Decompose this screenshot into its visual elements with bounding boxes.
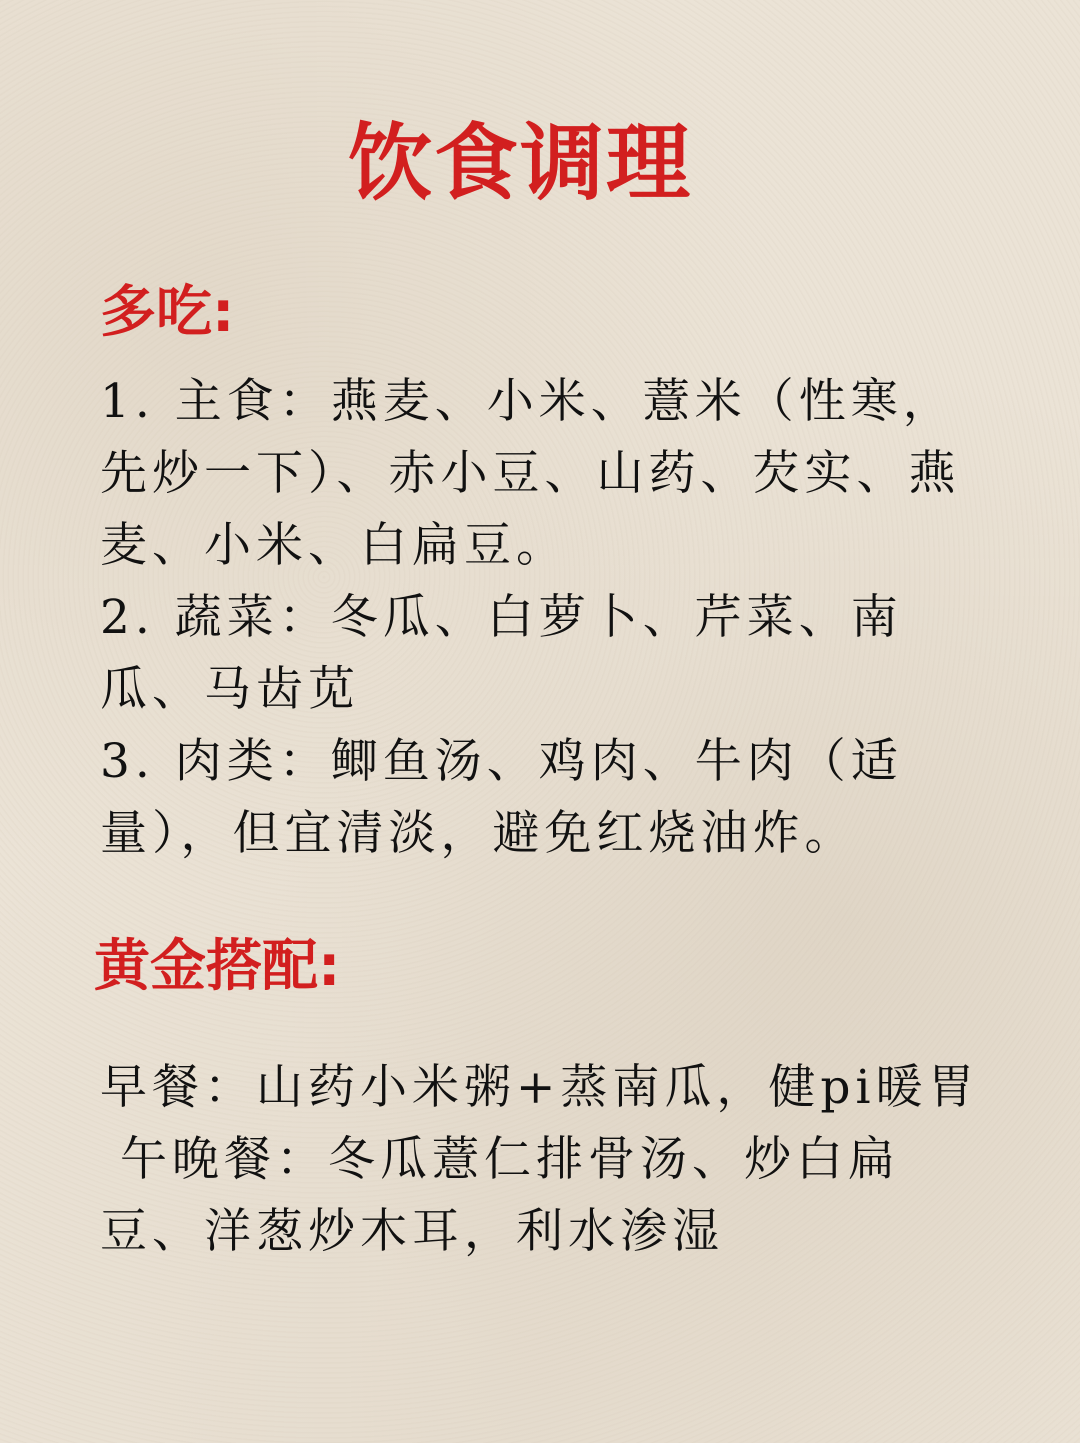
list-item-staple-foods: 1. 主食：燕麦、小米、薏米（性寒，先炒一下）、赤小豆、山药、芡实、燕麦、小米、白扁豆。 <box>100 374 961 573</box>
section-heading-duochi: 多吃: <box>100 280 235 345</box>
list-item-meats: 3. 肉类：鲫鱼汤、鸡肉、牛肉（适量），但宜清淡，避免红烧油炸。 <box>100 734 903 861</box>
section-heading-dapei: 黄金搭配: <box>94 934 341 999</box>
list-item-breakfast: 早餐：山药小米粥+蒸南瓜，健pi暖胃 <box>100 1060 980 1115</box>
page-title: 饮食调理 <box>347 114 692 212</box>
duochi-list <box>100 366 980 870</box>
list-item-lunch-dinner: 午晚餐：冬瓜薏仁排骨汤、炒白扁豆、洋葱炒木耳，利水渗湿 <box>100 1132 900 1259</box>
dapei-list <box>100 1052 980 1268</box>
list-item-vegetables: 2. 蔬菜：冬瓜、白萝卜、芹菜、南瓜、马齿苋 <box>100 590 903 717</box>
